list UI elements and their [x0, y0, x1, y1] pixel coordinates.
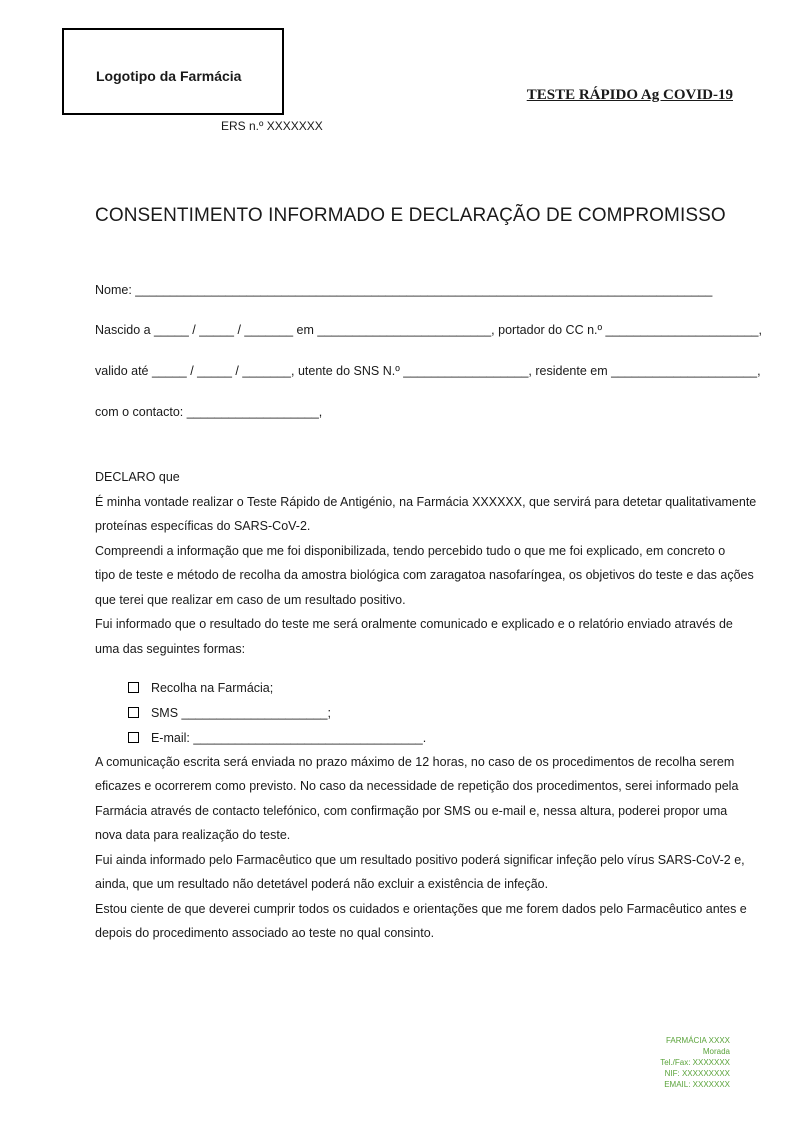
option-label: Recolha na Farmácia;: [150, 681, 274, 695]
contact-field[interactable]: com o contacto: ___________________,: [95, 405, 323, 419]
declaration-line: Fui informado que o resultado do teste me será oralmente comunicado e explicado e o relatório enviado através de: [95, 617, 733, 631]
paragraph-line: A comunicação escrita será enviada no prazo máximo de 12 horas, no caso de os procedimentos de recolha serem: [95, 755, 735, 769]
option-label: E-mail: _________________________________.: [150, 731, 427, 745]
paragraph-line: ainda, que um resultado não detetável poderá não excluir a existência de infeção.: [95, 877, 549, 891]
option-pharmacy[interactable]: [121, 667, 273, 695]
footer-line: EMAIL: XXXXXXX: [664, 1080, 730, 1089]
footer-line: FARMÁCIA XXXX: [665, 1036, 730, 1045]
declaration-heading: DECLARO que: [95, 470, 180, 484]
option-label: SMS _____________________;: [150, 706, 331, 720]
paragraph-line: Fui ainda informado pelo Farmacêutico que um resultado positivo poderá significar infeção pelo vírus SARS-CoV-2 e,: [95, 853, 745, 867]
footer-line: NIF: XXXXXXXXX: [664, 1069, 730, 1078]
declaration-line: É minha vontade realizar o Teste Rápido de Antigénio, na Farmácia XXXXXX, que servirá para detetar qualitativamente: [95, 495, 757, 509]
name-field[interactable]: Nome: ___________________________________________________________________________________: [95, 283, 713, 297]
option-email[interactable]: [121, 717, 426, 745]
page-title: CONSENTIMENTO INFORMADO E DECLARAÇÃO DE COMPROMISSO: [95, 205, 726, 226]
pharmacy-footer: [660, 1035, 730, 1090]
validity-field[interactable]: valido até _____ / _____ / _______, utente do SNS N.º __________________, residente em _____________________,: [95, 364, 761, 378]
paragraph-line: eficazes e ocorrerem como previsto. No caso da necessidade de repetição dos procedimentos, serei informado pela: [95, 779, 739, 793]
declaration-line: que terei que realizar em caso de um resultado positivo.: [95, 593, 406, 607]
footer-line: Tel./Fax: XXXXXXX: [660, 1058, 730, 1067]
ers-number: ERS n.º XXXXXXX: [221, 119, 323, 133]
paragraph-line: nova data para realização do teste.: [95, 828, 291, 842]
paragraph-line: depois do procedimento associado ao teste no qual consinto.: [95, 926, 435, 940]
document-type: TESTE RÁPIDO Ag COVID-19: [526, 87, 733, 103]
checkbox[interactable]: [128, 732, 139, 743]
declaration-line: Compreendi a informação que me foi disponibilizada, tendo percebido tudo o que me foi explicado, em concreto o: [95, 544, 726, 558]
birth-field[interactable]: Nascido a _____ / _____ / _______ em _________________________, portador do CC n.º ______________________,: [95, 323, 762, 337]
paragraph-line: Farmácia através de contacto telefónico, com confirmação por SMS ou e-mail e, nessa altura, poderei propor uma: [95, 804, 728, 818]
declaration-line: uma das seguintes formas:: [95, 642, 246, 656]
logo-placeholder: [62, 28, 284, 115]
option-sms[interactable]: [121, 692, 331, 720]
declaration-line: tipo de teste e método de recolha da amostra biológica com zaragatoa nasofaríngea, os objetivos do teste e das ações: [95, 568, 754, 582]
declaration-line: proteínas específicas do SARS-CoV-2.: [95, 519, 311, 533]
footer-line: Morada: [702, 1047, 730, 1056]
logo-text: Logotipo da Farmácia: [96, 68, 242, 84]
paragraph-line: Estou ciente de que deverei cumprir todos os cuidados e orientações que me forem dados pelo Farmacêutico antes e: [95, 902, 747, 916]
